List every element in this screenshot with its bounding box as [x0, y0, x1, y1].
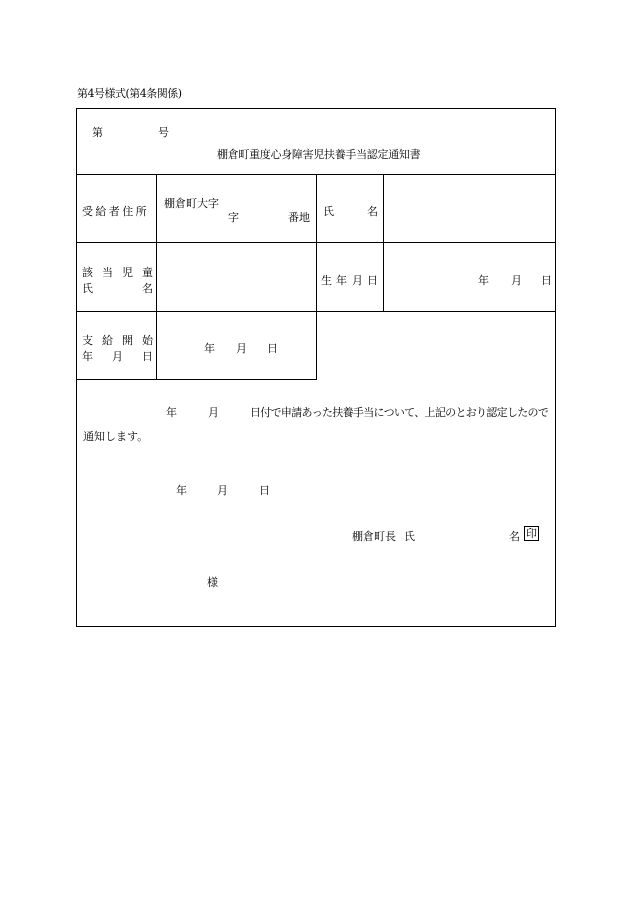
birth-month-unit: 月 [511, 274, 522, 287]
birth-date-label-char: 日 [367, 274, 378, 287]
address-aza: 字 [228, 211, 239, 224]
birth-date-label-char: 年 [336, 274, 347, 287]
child-name-label-char: 該 [82, 266, 93, 279]
row-divider [76, 379, 316, 380]
payment-month-unit: 月 [236, 342, 247, 355]
notice-month-unit: 月 [208, 406, 219, 419]
recipient-name-label-left: 氏 [323, 205, 334, 218]
notice-sentence-end: 通知します。 [83, 430, 149, 443]
payment-start-label-char: 給 [102, 334, 113, 347]
payment-start-label-char: 月 [112, 350, 123, 363]
child-name-label-char: 氏 [82, 282, 93, 295]
number-prefix: 第 [92, 126, 103, 139]
payment-year-unit: 年 [204, 342, 215, 355]
recipient-address-label: 受給者住所 [82, 205, 149, 218]
birth-date-label-char: 月 [352, 274, 363, 287]
recipient-name-label-right: 名 [367, 205, 378, 218]
notice-sentence: 日付で申請あった扶養手当について、上記のとおり認定したので [250, 406, 549, 419]
address-banchi: 番地 [288, 211, 310, 224]
payment-start-label-char: 始 [142, 334, 153, 347]
seal-mark: 印 [526, 527, 537, 540]
payment-start-label-char: 日 [142, 350, 153, 363]
issue-year-unit: 年 [176, 484, 187, 497]
child-name-label-char: 当 [102, 266, 113, 279]
signer-title: 棚倉町長 [352, 530, 396, 543]
document-title: 棚倉町重度心身障害児扶養手当認定通知書 [217, 148, 421, 161]
signer-name-label-left: 氏 [404, 530, 415, 543]
payment-start-label-char: 支 [82, 334, 93, 347]
number-suffix: 号 [158, 126, 169, 139]
column-divider [156, 174, 157, 380]
payment-start-label-char: 年 [82, 350, 93, 363]
child-name-label-char: 児 [122, 266, 133, 279]
payment-day-unit: 日 [267, 342, 278, 355]
signer-name-label-right: 名 [509, 530, 520, 543]
form-number-label: 第4号様式(第4条関係) [77, 87, 182, 100]
birth-date-label-char: 生 [321, 274, 332, 287]
child-name-label-char: 名 [142, 282, 153, 295]
child-name-label-char: 童 [142, 266, 153, 279]
birth-day-unit: 日 [541, 274, 552, 287]
notice-year-unit: 年 [166, 406, 177, 419]
address-prefix: 棚倉町大字 [164, 197, 219, 210]
addressee-honorific: 様 [207, 576, 218, 589]
issue-day-unit: 日 [259, 484, 270, 497]
payment-start-label-char: 開 [122, 334, 133, 347]
issue-month-unit: 月 [217, 484, 228, 497]
column-divider [316, 174, 317, 380]
column-divider [383, 174, 384, 311]
birth-year-unit: 年 [478, 274, 489, 287]
